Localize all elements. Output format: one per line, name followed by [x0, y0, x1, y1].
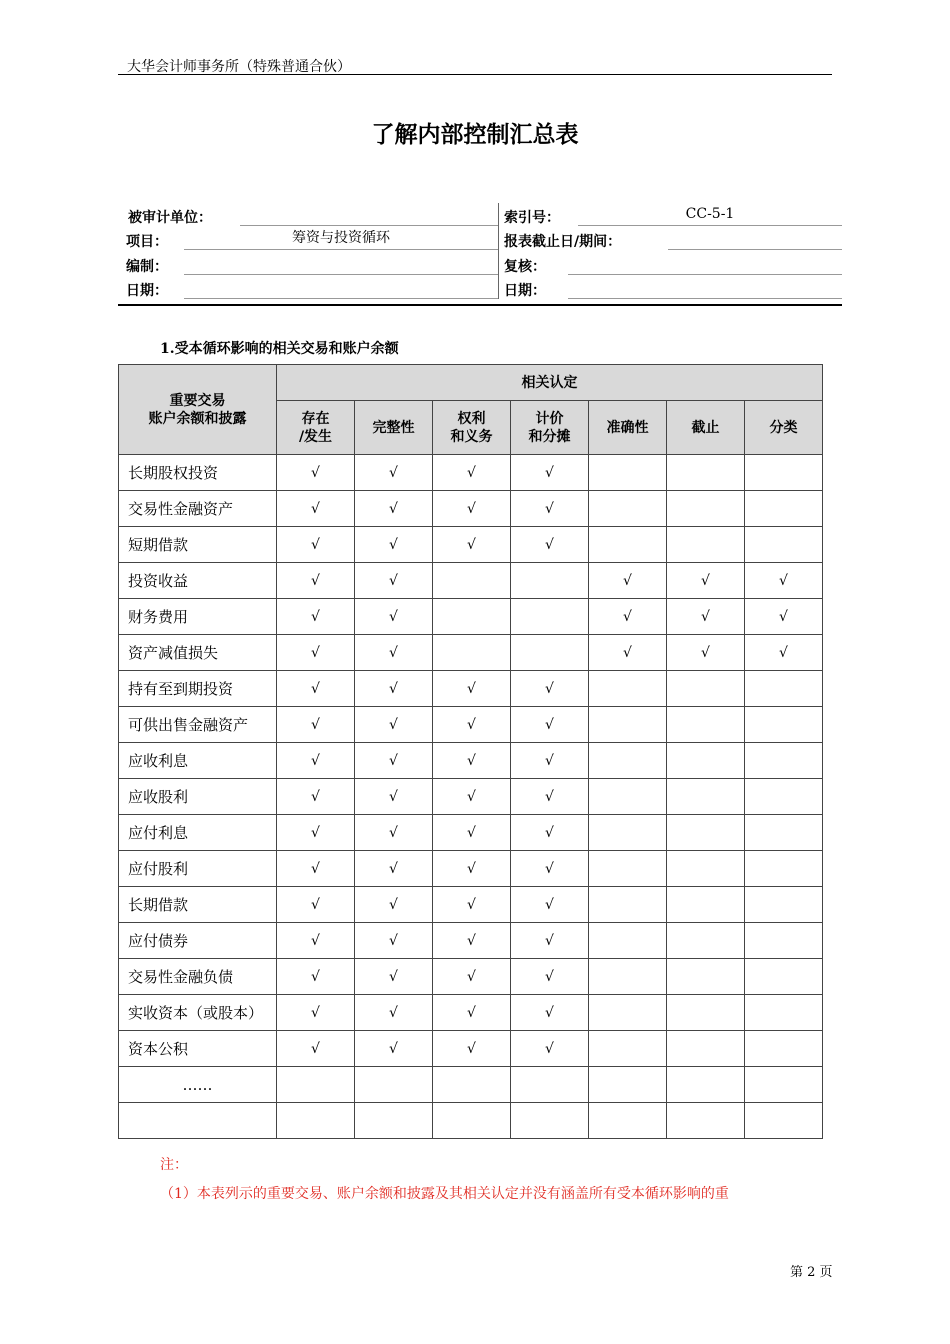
check-cell[interactable] [433, 563, 511, 599]
check-cell[interactable] [589, 779, 667, 815]
check-cell[interactable]: √ [277, 995, 355, 1031]
assertion-header [355, 401, 433, 455]
check-cell[interactable] [745, 779, 823, 815]
table-row [119, 707, 823, 743]
assertion-header [277, 401, 355, 455]
check-cell[interactable] [589, 491, 667, 527]
table-row [119, 491, 823, 527]
page-title: 了解内部控制汇总表 [371, 121, 579, 148]
check-cell[interactable] [433, 1103, 511, 1139]
check-cell[interactable]: √ [589, 635, 667, 671]
check-cell[interactable]: √ [355, 995, 433, 1031]
note-item-1: （1）本表列示的重要交易、账户余额和披露及其相关认定并没有涵盖所有受本循环影响的重 [160, 1186, 729, 1202]
check-cell[interactable]: √ [667, 635, 745, 671]
check-cell[interactable]: √ [433, 743, 511, 779]
check-cell[interactable]: √ [745, 635, 823, 671]
header-rule [118, 74, 832, 75]
check-cell[interactable]: √ [277, 635, 355, 671]
table-row [119, 455, 823, 491]
check-cell[interactable]: √ [511, 779, 589, 815]
account-name: 长期借款 [119, 887, 277, 923]
check-cell[interactable]: √ [277, 779, 355, 815]
column-header-line1: 重要交易 [169, 392, 226, 409]
table-row [119, 923, 823, 959]
check-cell[interactable]: √ [355, 779, 433, 815]
check-cell[interactable] [589, 887, 667, 923]
check-cell[interactable] [745, 671, 823, 707]
check-cell[interactable]: √ [511, 671, 589, 707]
check-cell[interactable] [745, 815, 823, 851]
check-cell[interactable]: √ [433, 491, 511, 527]
check-cell[interactable] [745, 995, 823, 1031]
check-cell[interactable] [589, 455, 667, 491]
firm-name: 大华会计师事务所（特殊普通合伙） [127, 59, 351, 75]
assertion-header-line1: 完整性 [372, 419, 415, 436]
check-cell[interactable] [667, 491, 745, 527]
check-cell[interactable]: √ [277, 671, 355, 707]
date-field-right[interactable] [568, 276, 842, 299]
account-name: 持有至到期投资 [119, 671, 277, 707]
period-field[interactable] [668, 227, 842, 250]
check-cell[interactable]: √ [745, 563, 823, 599]
assertion-header-line2: /发生 [298, 428, 333, 445]
check-cell[interactable]: √ [277, 887, 355, 923]
check-cell[interactable]: √ [433, 671, 511, 707]
check-cell[interactable] [667, 851, 745, 887]
check-cell[interactable] [589, 671, 667, 707]
check-cell[interactable] [745, 923, 823, 959]
check-cell[interactable] [667, 527, 745, 563]
check-cell[interactable]: √ [511, 851, 589, 887]
info-block [118, 203, 842, 299]
check-cell[interactable] [667, 887, 745, 923]
check-cell[interactable]: √ [589, 563, 667, 599]
assertion-header-line1: 准确性 [606, 419, 649, 436]
check-cell[interactable]: √ [355, 527, 433, 563]
check-cell[interactable]: √ [277, 959, 355, 995]
table-row [119, 635, 823, 671]
assertion-header [745, 401, 823, 455]
check-cell[interactable]: √ [277, 599, 355, 635]
assertion-header-line1: 计价 [535, 410, 564, 427]
check-cell[interactable]: √ [667, 599, 745, 635]
period-label: 报表截止日/期间： [504, 234, 622, 250]
check-cell[interactable]: √ [511, 995, 589, 1031]
check-cell[interactable] [355, 1067, 433, 1103]
check-cell[interactable] [511, 1103, 589, 1139]
check-cell[interactable]: √ [355, 887, 433, 923]
page-number: 第 2 页 [790, 1265, 833, 1280]
check-cell[interactable]: √ [355, 671, 433, 707]
check-cell[interactable]: √ [355, 923, 433, 959]
account-name: 可供出售金融资产 [119, 707, 277, 743]
assertion-header-line1: 存在 [301, 410, 330, 427]
check-cell[interactable] [745, 887, 823, 923]
check-cell[interactable]: √ [355, 707, 433, 743]
table-row [119, 887, 823, 923]
assertion-table [118, 364, 823, 1139]
check-cell[interactable]: √ [667, 563, 745, 599]
check-cell[interactable] [745, 1103, 823, 1139]
check-cell[interactable]: √ [433, 527, 511, 563]
account-name: 实收资本（或股本） [119, 995, 277, 1031]
table-row [119, 995, 823, 1031]
account-name: 资产减值损失 [119, 635, 277, 671]
account-name: 短期借款 [119, 527, 277, 563]
check-cell[interactable] [433, 599, 511, 635]
check-cell[interactable]: √ [511, 815, 589, 851]
check-cell[interactable] [589, 707, 667, 743]
check-cell[interactable] [433, 1067, 511, 1103]
reviewed-field[interactable] [568, 252, 842, 275]
check-cell[interactable] [667, 743, 745, 779]
check-cell[interactable]: √ [433, 779, 511, 815]
check-cell[interactable]: √ [511, 491, 589, 527]
check-cell[interactable]: √ [433, 1031, 511, 1067]
check-cell[interactable] [589, 527, 667, 563]
assertion-header-line2: 和义务 [450, 428, 493, 445]
account-name: 应付利息 [119, 815, 277, 851]
prepared-field[interactable] [184, 252, 498, 275]
check-cell[interactable]: √ [355, 599, 433, 635]
check-cell[interactable]: √ [511, 887, 589, 923]
account-name: 应付股利 [119, 851, 277, 887]
project-label: 项目： [126, 234, 168, 250]
check-cell[interactable] [667, 1103, 745, 1139]
check-cell[interactable] [589, 851, 667, 887]
check-cell[interactable]: √ [355, 455, 433, 491]
check-cell[interactable] [433, 635, 511, 671]
column-header-line2: 账户余额和披露 [148, 410, 247, 427]
check-cell[interactable] [667, 815, 745, 851]
table-row [119, 599, 823, 635]
date-field-left[interactable] [184, 276, 498, 299]
check-cell[interactable] [667, 1031, 745, 1067]
check-cell[interactable]: √ [355, 563, 433, 599]
check-cell[interactable]: √ [277, 527, 355, 563]
check-cell[interactable] [667, 455, 745, 491]
table-row [119, 1031, 823, 1067]
check-cell[interactable]: √ [745, 599, 823, 635]
check-cell[interactable]: √ [511, 527, 589, 563]
check-cell[interactable] [589, 1067, 667, 1103]
check-cell[interactable]: √ [355, 815, 433, 851]
index-label: 索引号： [504, 210, 560, 226]
check-cell[interactable]: √ [355, 851, 433, 887]
check-cell[interactable]: √ [277, 455, 355, 491]
assertion-header-line1: 截止 [691, 419, 720, 436]
account-name: …… [119, 1067, 277, 1103]
table-row [119, 851, 823, 887]
account-name: 应付债券 [119, 923, 277, 959]
account-name: 投资收益 [119, 563, 277, 599]
account-name [119, 1103, 277, 1139]
check-cell[interactable] [277, 1103, 355, 1139]
check-cell[interactable] [667, 959, 745, 995]
check-cell[interactable]: √ [277, 743, 355, 779]
check-cell[interactable]: √ [433, 959, 511, 995]
section-title: 1.受本循环影响的相关交易和账户余额 [160, 341, 399, 357]
check-cell[interactable] [355, 1103, 433, 1139]
auditee-field[interactable] [240, 203, 498, 226]
check-cell[interactable] [745, 707, 823, 743]
check-cell[interactable]: √ [355, 1031, 433, 1067]
account-name: 交易性金融资产 [119, 491, 277, 527]
check-cell[interactable] [589, 995, 667, 1031]
assertion-header-line2: 和分摊 [528, 428, 571, 445]
info-rule [118, 304, 842, 306]
check-cell[interactable]: √ [433, 995, 511, 1031]
note-heading: 注： [160, 1157, 188, 1173]
account-name: 交易性金融负债 [119, 959, 277, 995]
check-cell[interactable]: √ [511, 707, 589, 743]
group-header: 相关认定 [277, 365, 823, 401]
check-cell[interactable] [745, 851, 823, 887]
check-cell[interactable] [589, 743, 667, 779]
check-cell[interactable]: √ [433, 707, 511, 743]
account-name: 长期股权投资 [119, 455, 277, 491]
check-cell[interactable] [745, 743, 823, 779]
table-row [119, 1067, 823, 1103]
check-cell[interactable] [667, 995, 745, 1031]
check-cell[interactable]: √ [277, 1031, 355, 1067]
check-cell[interactable] [745, 527, 823, 563]
table-row [119, 671, 823, 707]
check-cell[interactable]: √ [277, 851, 355, 887]
assertion-header [667, 401, 745, 455]
check-cell[interactable] [511, 563, 589, 599]
index-field[interactable]: CC-5-1 [578, 203, 842, 226]
check-cell[interactable]: √ [355, 959, 433, 995]
check-cell[interactable]: √ [433, 923, 511, 959]
table-row [119, 815, 823, 851]
check-cell[interactable]: √ [433, 887, 511, 923]
account-name: 应收股利 [119, 779, 277, 815]
check-cell[interactable] [511, 635, 589, 671]
check-cell[interactable] [511, 599, 589, 635]
check-cell[interactable]: √ [589, 599, 667, 635]
check-cell[interactable]: √ [355, 635, 433, 671]
check-cell[interactable]: √ [277, 563, 355, 599]
check-cell[interactable] [589, 923, 667, 959]
check-cell[interactable]: √ [277, 815, 355, 851]
assertion-header-line1: 权利 [457, 410, 486, 427]
date-label-right: 日期： [504, 283, 546, 299]
table-row [119, 779, 823, 815]
check-cell[interactable] [511, 1067, 589, 1103]
table-row [119, 743, 823, 779]
table-row [119, 959, 823, 995]
column-header-item [119, 365, 277, 455]
check-cell[interactable] [667, 1067, 745, 1103]
table-row [119, 527, 823, 563]
check-cell[interactable]: √ [511, 455, 589, 491]
check-cell[interactable]: √ [433, 851, 511, 887]
account-name: 资本公积 [119, 1031, 277, 1067]
check-cell[interactable]: √ [277, 707, 355, 743]
check-cell[interactable] [667, 923, 745, 959]
assertion-header [589, 401, 667, 455]
check-cell[interactable]: √ [277, 491, 355, 527]
check-cell[interactable] [589, 959, 667, 995]
assertion-header-line1: 分类 [769, 419, 798, 436]
date-label-left: 日期： [126, 283, 168, 299]
check-cell[interactable]: √ [511, 959, 589, 995]
prepared-label: 编制： [126, 259, 168, 275]
check-cell[interactable] [745, 1031, 823, 1067]
check-cell[interactable]: √ [355, 491, 433, 527]
check-cell[interactable] [277, 1067, 355, 1103]
check-cell[interactable]: √ [433, 455, 511, 491]
check-cell[interactable]: √ [511, 1031, 589, 1067]
info-divider [498, 203, 499, 299]
check-cell[interactable]: √ [433, 815, 511, 851]
check-cell[interactable] [667, 671, 745, 707]
check-cell[interactable] [745, 491, 823, 527]
account-name: 应收利息 [119, 743, 277, 779]
check-cell[interactable]: √ [355, 743, 433, 779]
check-cell[interactable] [667, 707, 745, 743]
account-name: 财务费用 [119, 599, 277, 635]
check-cell[interactable]: √ [277, 923, 355, 959]
assertion-header [433, 401, 511, 455]
check-cell[interactable] [745, 455, 823, 491]
auditee-label: 被审计单位： [128, 210, 212, 226]
check-cell[interactable]: √ [511, 923, 589, 959]
assertion-header [511, 401, 589, 455]
table-row [119, 563, 823, 599]
check-cell[interactable] [589, 1103, 667, 1139]
project-field[interactable]: 筹资与投资循环 [184, 227, 498, 250]
check-cell[interactable] [745, 959, 823, 995]
check-cell[interactable] [667, 779, 745, 815]
check-cell[interactable] [745, 1067, 823, 1103]
check-cell[interactable]: √ [511, 743, 589, 779]
reviewed-label: 复核： [504, 259, 546, 275]
check-cell[interactable] [589, 815, 667, 851]
table-row [119, 1103, 823, 1139]
check-cell[interactable] [589, 1031, 667, 1067]
